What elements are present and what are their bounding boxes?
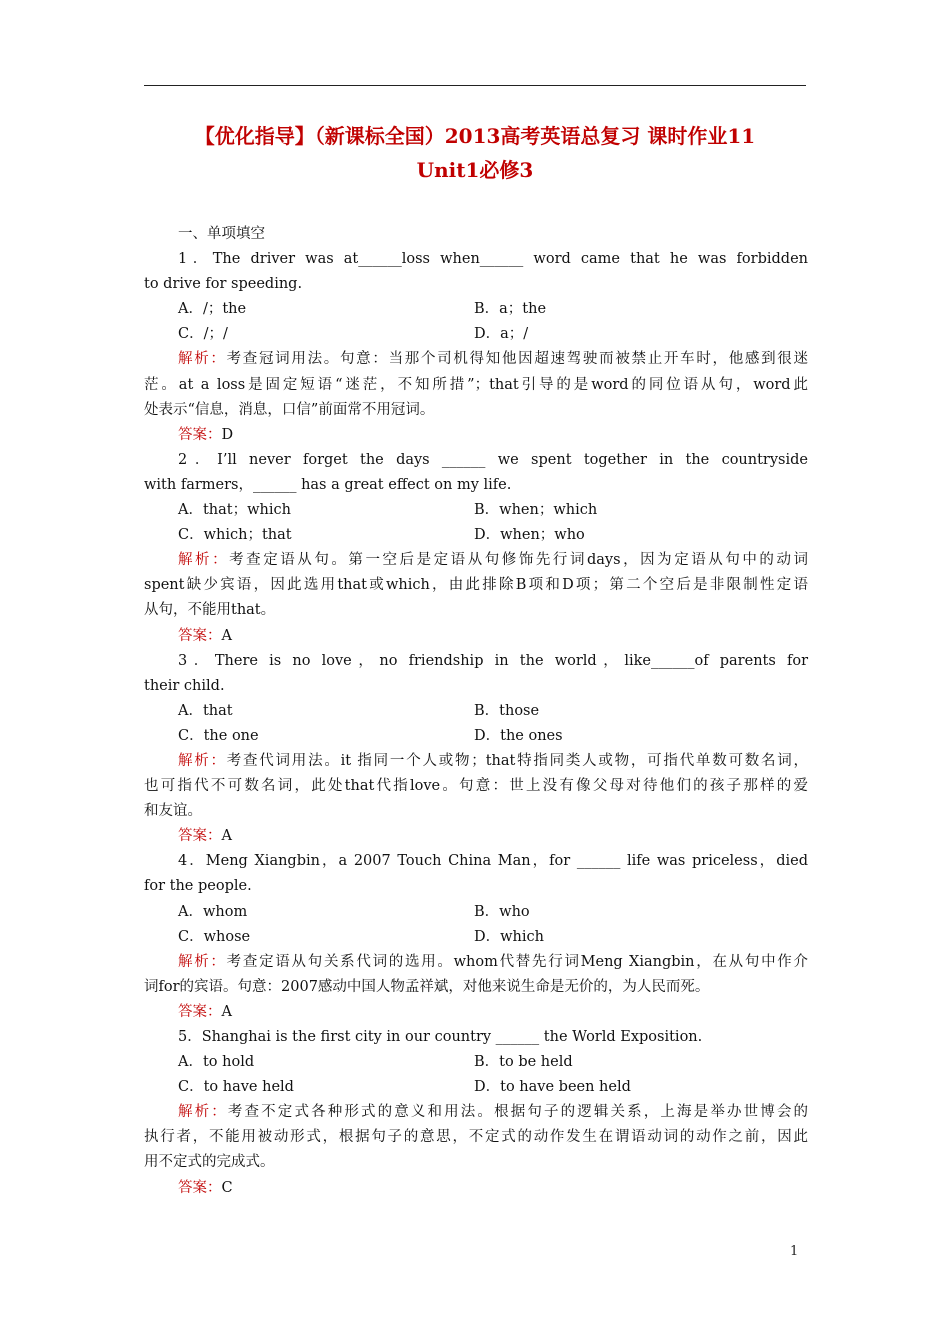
q3-option-a: A．that: [178, 702, 233, 719]
q5-option-d: D．to have been held: [474, 1079, 631, 1096]
q2-analysis-text1: 考查定语从句。第一空后是定语从句修饰先行词days，因为定语从句中的动词: [229, 552, 808, 569]
analysis-label: 解析：: [178, 552, 230, 569]
answer-label: 答案：: [178, 426, 222, 443]
q3-analysis-line2: 也可指代不可数名词，此处that代指love。句意：世上没有像父母对待他们的孩子那样的爱: [144, 778, 808, 795]
q4-analysis-text1: 考查定语从句关系代词的选用。whom代替先行词Meng Xiangbin，在从句中作介: [226, 953, 809, 970]
q2-options-row1: [144, 498, 808, 523]
q1-answer: [144, 423, 808, 448]
q4-option-b: B．who: [474, 903, 530, 920]
q3-analysis-line3: 和友谊。: [144, 803, 202, 820]
q4-stem-line1: 4．Meng Xiangbin，a 2007 Touch China Man，for ______ life was priceless，died: [178, 853, 808, 870]
q4-stem-line2: for the people.: [144, 878, 252, 895]
document-subtitle: Unit1必修3: [416, 158, 534, 182]
q2-option-b: B．when；which: [474, 502, 598, 519]
q3-answer: [144, 824, 808, 849]
q4-options-row2: [144, 925, 808, 950]
q2-option-d: D．when；who: [474, 527, 585, 544]
q3-options-row2: [144, 724, 808, 749]
analysis-label: 解析：: [178, 953, 227, 970]
q3-stem-line1: 3．There is no love，no friendship in the world，like______of parents for: [178, 652, 808, 669]
page-number: 1: [790, 1244, 799, 1259]
q5-analysis-line2: 执行者，不能用被动形式，根据句子的意思，不定式的动作发生在谓语动词的动作之前，因此: [144, 1129, 808, 1146]
analysis-label: 解析：: [178, 1104, 228, 1121]
q2-analysis-line3: 从句，不能用that。: [144, 602, 276, 619]
q3-analysis-line1: [144, 749, 808, 774]
q1-analysis-line1: [144, 347, 808, 372]
q4-options-row1: [144, 900, 808, 925]
q3-option-b: B．those: [474, 702, 540, 719]
exercise-content: [144, 222, 808, 1201]
q3-answer-value: A: [221, 828, 232, 845]
q5-options-row2: [144, 1075, 808, 1100]
answer-label: 答案：: [178, 1179, 222, 1196]
analysis-label: 解析：: [178, 351, 227, 368]
q2-answer-value: A: [221, 627, 232, 644]
document-title: 【优化指导】（新课标全国）2013高考英语总复习 课时作业11: [194, 124, 756, 148]
q5-option-c: C．to have held: [178, 1079, 294, 1096]
q1-analysis-text1: 考查冠词用法。句意：当那个司机得知他因超速驾驶而被禁止开车时，他感到很迷: [226, 351, 808, 368]
section-heading: 一、单项填空: [178, 226, 265, 242]
q5-answer: [144, 1176, 808, 1201]
q5-analysis-line3: 用不定式的完成式。: [144, 1154, 275, 1171]
q1-option-b: B．a；the: [474, 301, 547, 318]
q2-analysis-line1: [144, 548, 808, 573]
q3-option-c: C．the one: [178, 727, 259, 744]
q1-stem-line1: 1．The driver was at______loss when______ word came that he was forbidden: [178, 251, 808, 268]
q4-answer-value: A: [221, 1003, 232, 1020]
answer-label: 答案：: [178, 627, 222, 644]
q5-analysis-line1: [144, 1100, 808, 1125]
q1-option-c: C．/；/: [178, 326, 228, 343]
q1-stem-line2: to drive for speeding.: [144, 276, 303, 293]
q2-answer: [144, 624, 808, 649]
q4-answer: [144, 1000, 808, 1025]
q2-options-row2: [144, 523, 808, 548]
q1-analysis-line3: 处表示“信息，消息，口信”前面常不用冠词。: [144, 401, 435, 418]
q5-answer-value: C: [221, 1179, 233, 1196]
q4-analysis-line1: [144, 950, 808, 975]
q2-stem-line2: with farmers，______ has a great effect on my life.: [144, 476, 512, 493]
q2-analysis-line2: spent缺少宾语，因此选用that或which，由此排除B项和D项；第二个空后是非限制性定语: [144, 577, 808, 594]
q1-option-d: D．a；/: [474, 326, 529, 343]
analysis-label: 解析：: [178, 752, 227, 769]
q5-analysis-text1: 考查不定式各种形式的意义和用法。根据句子的逻辑关系，上海是举办世博会的: [227, 1104, 808, 1121]
q5-option-b: B．to be held: [474, 1054, 573, 1071]
q3-analysis-text1: 考查代词用法。it 指同一个人或物；that特指同类人或物，可指代单数可数名词，: [226, 752, 808, 769]
q3-stem-line2: their child.: [144, 677, 225, 694]
q5-option-a: A．to hold: [178, 1054, 255, 1071]
q1-answer-value: D: [221, 426, 234, 443]
q1-options-row2: [144, 322, 808, 347]
q2-option-a: A．that；which: [178, 502, 291, 519]
q1-option-a: A．/；the: [178, 301, 247, 318]
header-rule: [144, 85, 806, 86]
q4-option-d: D．which: [474, 928, 544, 945]
q1-analysis-line2: 茫。at a loss是固定短语“迷茫，不知所措”；that引导的是word的同位语从句，word此: [144, 376, 808, 393]
answer-label: 答案：: [178, 1003, 222, 1020]
q5-stem-line1: 5．Shanghai is the first city in our country ______ the World Exposition.: [178, 1029, 703, 1045]
q2-option-c: C．which；that: [178, 527, 292, 544]
q4-analysis-line2: 词for的宾语。句意：2007感动中国人物孟祥斌，对他来说生命是无价的，为人民而死。: [144, 978, 710, 995]
q3-options-row1: [144, 699, 808, 724]
q2-stem-line1: 2．I’ll never forget the days ______ we spent together in the countryside: [178, 451, 808, 468]
q4-option-a: A．whom: [178, 903, 248, 920]
answer-label: 答案：: [178, 828, 222, 845]
q5-options-row1: [144, 1050, 808, 1075]
q3-option-d: D．the ones: [474, 727, 563, 744]
q1-options-row1: [144, 297, 808, 322]
q4-option-c: C．whose: [178, 928, 251, 945]
